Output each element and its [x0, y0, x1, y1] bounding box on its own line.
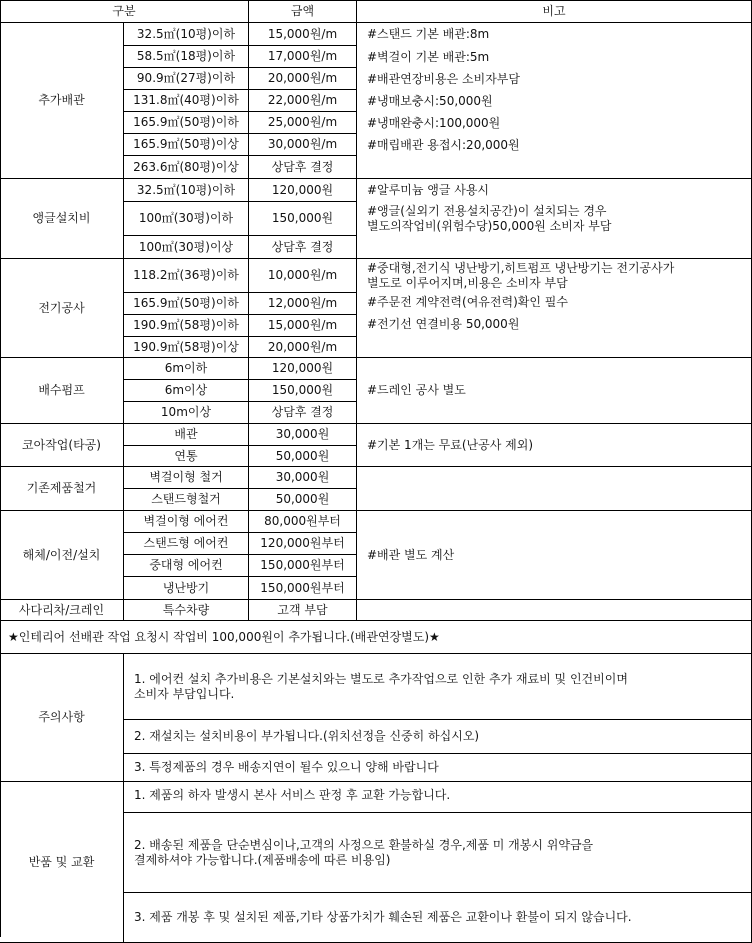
remark-line: #알루미늄 앵글 사용시 [357, 179, 752, 202]
text-line: 별도로 이루어지며,비용은 소비자 부담 [367, 276, 568, 290]
row-amount: 12,000원/m [249, 293, 357, 315]
remark-block [357, 424, 752, 467]
text-line: 3. 특정제품의 경우 배송지연이 될수 있으니 양해 바랍니다 [134, 760, 439, 774]
row-amount: 150,000원 [249, 380, 357, 402]
row-amount: 상담후 결정 [249, 402, 357, 424]
row-amount: 상담후 결정 [249, 156, 357, 179]
caution-item [124, 720, 752, 754]
remark-block [357, 259, 752, 358]
row-amount: 30,000원/m [249, 134, 357, 156]
row-amount: 120,000원부터 [249, 533, 357, 555]
remark-block [357, 202, 752, 259]
remark-line: #냉매보충시:50,000원 [357, 90, 752, 112]
row-item: 165.9㎡(50평)이하 [124, 293, 249, 315]
row-item: 263.6㎡(80평)이상 [124, 156, 249, 179]
remark-line: #매립배관 용접시:20,000원 [357, 134, 752, 156]
row-amount: 150,000원 [249, 202, 357, 236]
returns-title: 반품 및 교환 [0, 782, 124, 943]
text-line: #드레인 공사 별도 [367, 383, 466, 397]
row-item: 벽걸이형 에어컨 [124, 511, 249, 533]
cautions-title: 주의사항 [0, 654, 124, 782]
remark-line: #배관연장비용은 소비자부담 [357, 68, 752, 90]
row-item: 165.9㎡(50평)이상 [124, 134, 249, 156]
row-amount: 15,000원/m [249, 23, 357, 46]
return-item [124, 893, 752, 943]
row-amount: 30,000원 [249, 424, 357, 446]
remark-line [357, 156, 752, 179]
row-item: 100㎡(30평)이하 [124, 202, 249, 236]
row-item: 배관 [124, 424, 249, 446]
row-item: 131.8㎡(40평)이하 [124, 90, 249, 112]
text-line: 1. 에어컨 설치 추가비용은 기본설치와는 별도로 추가작업으로 인한 추가 재료비 및 인건비이며 [134, 671, 628, 686]
row-item: 특수차량 [124, 600, 249, 621]
text-line: #주문전 계약전력(여유전력)확인 필수 [367, 295, 568, 309]
return-item [124, 813, 752, 893]
header-remarks: 비고 [357, 0, 752, 23]
text-line: 2. 재설치는 설치비용이 부가됩니다.(위치선정을 신중히 하십시오) [134, 729, 480, 743]
return-item [124, 782, 752, 813]
remark-block [357, 511, 752, 600]
row-amount: 120,000원 [249, 358, 357, 380]
section-name: 해체/이전/설치 [0, 511, 124, 600]
caution-item [124, 654, 752, 720]
row-item: 32.5㎡(10평)이하 [124, 179, 249, 202]
row-amount: 20,000원/m [249, 68, 357, 90]
row-item: 벽걸이형 철거 [124, 467, 249, 489]
text-line: 2. 배송된 제품을 단순변심이나,고객의 사정으로 환불하실 경우,제품 미 개봉시 위약금을 [134, 837, 594, 852]
text-line: #배관 별도 계산 [367, 547, 455, 562]
row-item: 10m이상 [124, 402, 249, 424]
remark-line: #벽걸이 기본 배관:5m [357, 46, 752, 68]
row-amount: 30,000원 [249, 467, 357, 489]
text-line: 결제하셔야 가능합니다.(제품배송에 따른 비용임) [134, 852, 391, 867]
section-name: 사다리차/크레인 [0, 600, 124, 621]
row-item: 6m이하 [124, 358, 249, 380]
row-item: 연통 [124, 446, 249, 467]
row-item: 100㎡(30평)이상 [124, 236, 249, 259]
caution-item [124, 754, 752, 782]
row-item: 32.5㎡(10평)이하 [124, 23, 249, 46]
section-name: 전기공사 [0, 259, 124, 358]
section-name: 코아작업(타공) [0, 424, 124, 467]
row-amount: 25,000원/m [249, 112, 357, 134]
text-line: #앵글(실외기 전용설치공간)이 설치되는 경우 [367, 204, 607, 218]
row-amount: 120,000원 [249, 179, 357, 202]
row-item: 냉난방기 [124, 577, 249, 600]
row-item: 6m이상 [124, 380, 249, 402]
remark-line: #냉매완충시:100,000원 [357, 112, 752, 134]
text-line: #중대형,전기식 냉난방기,히트펌프 냉난방기는 전기공사가 [367, 261, 675, 275]
row-item: 190.9㎡(58평)이하 [124, 315, 249, 337]
row-item: 165.9㎡(50평)이하 [124, 112, 249, 134]
row-amount: 80,000원부터 [249, 511, 357, 533]
remark-block [357, 600, 752, 621]
row-item: 90.9㎡(27평)이하 [124, 68, 249, 90]
row-amount: 15,000원/m [249, 315, 357, 337]
row-amount: 17,000원/m [249, 46, 357, 68]
interior-notice: ★인테리어 선배관 작업 요청시 작업비 100,000원이 추가됩니다.(배관연장별도)★ [0, 621, 752, 654]
section-name: 기존제품철거 [0, 467, 124, 511]
text-line: #전기선 연결비용 50,000원 [367, 317, 520, 331]
row-item: 118.2㎡(36평)이하 [124, 259, 249, 293]
header-amount: 금액 [249, 0, 357, 23]
row-item: 190.9㎡(58평)이상 [124, 337, 249, 358]
row-amount: 50,000원 [249, 489, 357, 511]
remark-line: #스탠드 기본 배관:8m [357, 23, 752, 46]
text-line: 소비자 부담입니다. [134, 686, 235, 701]
row-item: 스탠드형 에어컨 [124, 533, 249, 555]
section-name: 앵글설치비 [0, 179, 124, 259]
text-line: #기본 1개는 무료(난공사 제외) [367, 437, 534, 452]
text-line: 별도의작업비(위험수당)50,000원 소비자 부담 [367, 219, 612, 233]
row-amount: 22,000원/m [249, 90, 357, 112]
header-category: 구분 [0, 0, 249, 23]
remark-block [357, 467, 752, 511]
section-name: 추가배관 [0, 23, 124, 179]
section-name: 배수펌프 [0, 358, 124, 424]
row-item: 중대형 에어컨 [124, 555, 249, 577]
row-amount: 50,000원 [249, 446, 357, 467]
row-amount: 150,000원부터 [249, 555, 357, 577]
row-amount: 10,000원/m [249, 259, 357, 293]
row-amount: 20,000원/m [249, 337, 357, 358]
row-item: 58.5㎡(18평)이하 [124, 46, 249, 68]
row-amount: 150,000원부터 [249, 577, 357, 600]
remark-block [357, 358, 752, 424]
row-amount: 상담후 결정 [249, 236, 357, 259]
row-item: 스탠드형철거 [124, 489, 249, 511]
row-amount: 고객 부담 [249, 600, 357, 621]
text-line: 3. 제품 개봉 후 및 설치된 제품,기타 상품가치가 훼손된 제품은 교환이나 환불이 되지 않습니다. [134, 910, 632, 924]
text-line: 1. 제품의 하자 발생시 본사 서비스 판정 후 교환 가능합니다. [134, 788, 451, 802]
